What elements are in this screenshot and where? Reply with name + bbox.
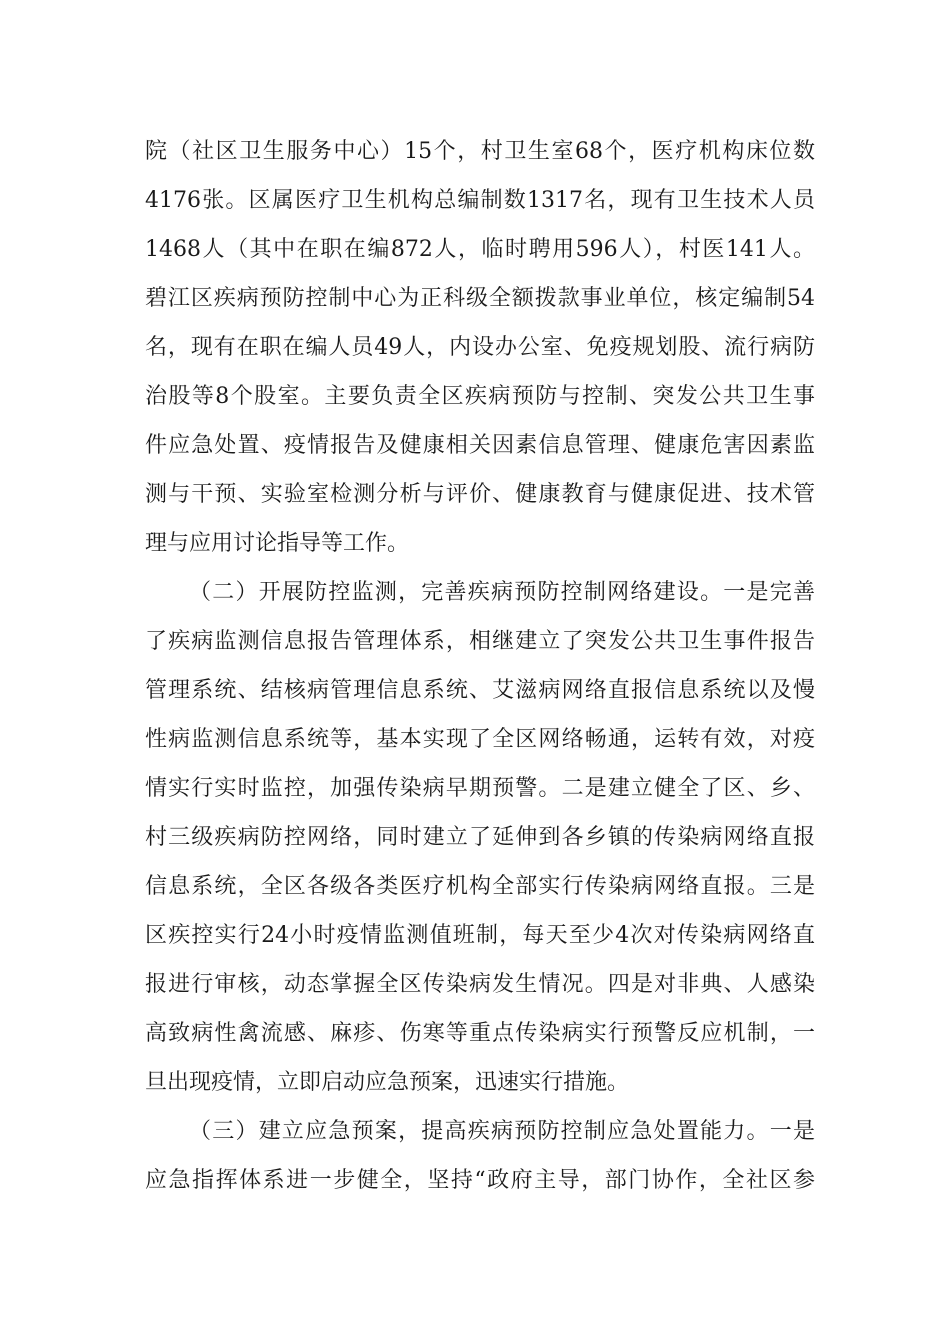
paragraph-2-line-5: 情实行实时监控，加强传染病早期预警。二是建立健全了区、乡、 (145, 776, 815, 801)
paragraph-2-line-3: 管理系统、结核病管理信息系统、艾滋病网络直报信息系统以及慢 (145, 678, 815, 703)
paragraph-2-line-4: 性病监测信息系统等，基本实现了全区网络畅通，运转有效，对疫 (145, 727, 815, 752)
paragraph-3-line-2: 应急指挥体系进一步健全，坚持“政府主导，部门协作，全社区参 (145, 1168, 815, 1193)
paragraph-2-line-7: 信息系统，全区各级各类医疗机构全部实行传染病网络直报。三是 (145, 874, 815, 899)
paragraph-2-line-9: 报进行审核，动态掌握全区传染病发生情况。四是对非典、人感染 (145, 972, 815, 997)
paragraph-1-line-4: 碧江区疾病预防控制中心为正科级全额拨款事业单位，核定编制54 (145, 286, 815, 311)
paragraph-1-line-3: 1468人（其中在职在编872人，临时聘用596人），村医141人。 (145, 237, 815, 262)
paragraph-1-line-6: 治股等8个股室。主要负责全区疾病预防与控制、突发公共卫生事 (145, 384, 815, 409)
paragraph-2-line-8: 区疾控实行24小时疫情监测值班制，每天至少4次对传染病网络直 (145, 923, 815, 948)
paragraph-2-line-10: 高致病性禽流感、麻疹、伤寒等重点传染病实行预警反应机制，一 (145, 1021, 815, 1046)
paragraph-1-line-2: 4176张。区属医疗卫生机构总编制数1317名，现有卫生技术人员 (145, 188, 815, 213)
paragraph-2-line-6: 村三级疾病防控网络，同时建立了延伸到各乡镇的传染病网络直报 (145, 825, 815, 850)
paragraph-1-line-5: 名，现有在职在编人员49人，内设办公室、免疫规划股、流行病防 (145, 335, 815, 360)
paragraph-1-line-1: 院（社区卫生服务中心）15个，村卫生室68个，医疗机构床位数 (145, 139, 815, 164)
paragraph-1-line-7: 件应急处置、疫情报告及健康相关因素信息管理、健康危害因素监 (145, 433, 815, 458)
paragraph-3-line-1: （三）建立应急预案，提高疾病预防控制应急处置能力。一是 (189, 1119, 815, 1144)
paragraph-1-line-8: 测与干预、实验室检测分析与评价、健康教育与健康促进、技术管 (145, 482, 815, 507)
paragraph-2-line-11: 旦出现疫情，立即启动应急预案，迅速实行措施。 (145, 1070, 630, 1095)
paragraph-2-line-1: （二）开展防控监测，完善疾病预防控制网络建设。一是完善 (189, 580, 815, 605)
paragraph-1-line-9: 理与应用讨论指导等工作。 (145, 531, 410, 556)
paragraph-2-line-2: 了疾病监测信息报告管理体系，相继建立了突发公共卫生事件报告 (145, 629, 815, 654)
